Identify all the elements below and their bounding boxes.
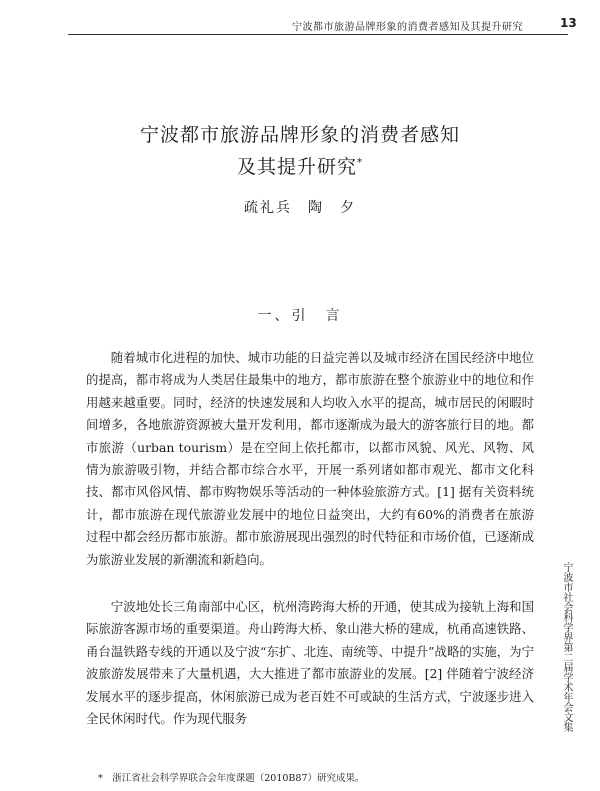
title-footnote-marker: *: [357, 157, 363, 169]
body-paragraph-1: [86, 347, 534, 571]
paragraph-2-text: 宁波地处长三角南部中心区，杭州湾跨海大桥的开通，使其成为接轨上海和国际旅游客源市场的重要渠道。舟山跨海大桥、象山港大桥的建成，杭甬高速铁路、甬台温铁路专线的开通以及宁波“东扩、北连、南统等、中提升”战略的实施，为宁波旅游发展带来了大量机遇，大大推进了都市旅游业的发展。[2] 伴随着宁波经济发展水平的逐步提高，休闲旅游已成为老百姓不可或缺的生活方式，宁波逐步进入全民休闲时代。作为现代服务: [86, 599, 534, 727]
article-title-line2-text: 及其提升研究: [236, 156, 357, 178]
side-reference-vertical: 宁波市社会科学界第二届学术年会文集: [561, 562, 572, 732]
running-head-title: 宁波都市旅游品牌形象的消费者感知及其提升研究: [292, 22, 523, 33]
page-number: 13: [560, 16, 577, 30]
article-title-line1: 宁波都市旅游品牌形象的消费者感知: [139, 124, 460, 146]
header-rule: [68, 34, 568, 35]
paragraph-1-text: 随着城市化进程的加快、城市功能的日益完善以及城市经济在国民经济中地位的提高，都市将成为人类居住最集中的地方，都市旅游在整个旅游业中的地位和作用越来越重要。同时，经济的快速发展和人均收入水平的提高，城市居民的闲暇时间增多，各地旅游资源被大量开发利用，都市逐渐成为最大的游客旅行目的地。都市旅游（urban tourism）是在空间上依托都市，以都市风貌、风光、风物、风情为旅游吸引物，并结合都市综合水平，开展一系列诸如都市观光、都市文化科技、都市风俗风情、都市购物娱乐等活动的一种体验旅游方式。[1] 据有关资料统计，都市旅游在现代旅游业发展中的地位日益突出，大约有60%的消费者在旅游过程中都会经历都市旅游。都市旅游展现出强烈的时代特征和市场价值，已逐渐成为旅游业发展的新潮流和新趋向。: [86, 350, 534, 567]
body-paragraph-2: [86, 596, 534, 730]
footnote: * 浙江省社会科学界联合会年度课题（2010B87）研究成果。: [98, 773, 365, 784]
article-title-line2: [0, 152, 600, 179]
section-heading: 一、引 言: [257, 308, 343, 324]
article-authors: 疏礼兵 陶 夕: [244, 200, 356, 216]
